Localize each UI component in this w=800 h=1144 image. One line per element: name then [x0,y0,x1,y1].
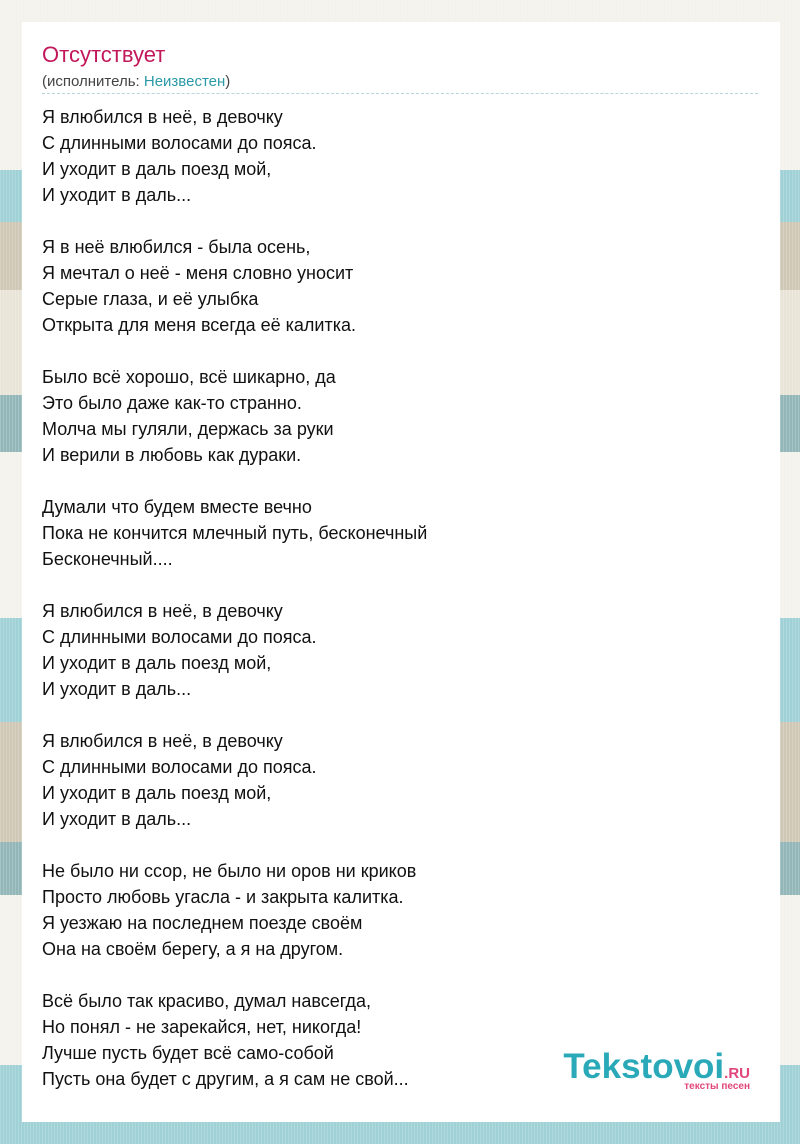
logo-text: Tekstovoi [563,1047,725,1086]
song-title: Отсутствует [42,42,166,67]
lyrics-verse [42,598,742,702]
lyrics-line: Молча мы гуляли, держась за руки [42,419,334,439]
lyrics-line: Я влюбился в неё, в девочку [42,107,283,127]
lyrics-verse [42,728,742,832]
lyrics-verse [42,234,742,338]
lyrics-line: И уходит в даль... [42,809,192,829]
lyrics-sheet [22,22,780,1122]
lyrics-line: Просто любовь угасла - и закрыта калитка. [42,887,404,907]
lyrics-line: Пусть она будет с другим, а я сам не свой... [42,1069,409,1089]
lyrics-line: Я в неё влюбился - была осень, [42,237,311,257]
logo-tagline: тексты песен [684,1081,750,1092]
lyrics-line: Я уезжаю на последнем поезде своём [42,913,363,933]
lyrics-line: И уходит в даль поезд мой, [42,783,272,803]
artist-line [42,73,230,90]
lyrics-line: Я влюбился в неё, в девочку [42,601,283,621]
lyrics-line: Серые глаза, и её улыбка [42,289,259,309]
logo-tld: .RU [724,1065,750,1082]
lyrics-line: Было всё хорошо, всё шикарно, да [42,367,336,387]
lyrics-line: С длинными волосами до пояса. [42,757,317,777]
lyrics-line: Открыта для меня всегда её калитка. [42,315,356,335]
lyrics-line: Она на своём берегу, а я на другом. [42,939,344,959]
lyrics-line: И уходит в даль поезд мой, [42,159,272,179]
lyrics-line: Я мечтал о неё - меня словно уносит [42,263,354,283]
lyrics-line: И уходит в даль поезд мой, [42,653,272,673]
lyrics-line: Это было даже как-то странно. [42,393,302,413]
artist-prefix: (исполнитель: [42,73,144,90]
lyrics-body [42,104,742,1092]
lyrics-line: Пока не кончится млечный путь, бесконечный [42,523,428,543]
lyrics-line: Всё было так красиво, думал навсегда, [42,991,372,1011]
lyrics-line: Но понял - не зарекайся, нет, никогда! [42,1017,362,1037]
title-divider [42,93,758,94]
site-logo[interactable] [563,1049,750,1092]
lyrics-line: С длинными волосами до пояса. [42,133,317,153]
lyrics-line: Лучше пусть будет всё само-собой [42,1043,334,1063]
artist-suffix: ) [225,73,231,90]
lyrics-line: И верили в любовь как дураки. [42,445,302,465]
artist-link[interactable]: Неизвестен [143,73,226,90]
lyrics-line: С длинными волосами до пояса. [42,627,317,647]
lyrics-verse [42,364,742,468]
lyrics-line: Думали что будем вместе вечно [42,497,312,517]
lyrics-verse [42,858,742,962]
lyrics-line: И уходит в даль... [42,679,192,699]
lyrics-verse [42,494,742,572]
lyrics-line: Я влюбился в неё, в девочку [42,731,283,751]
lyrics-line: Не было ни ссор, не было ни оров ни криков [42,861,417,881]
lyrics-verse [42,104,742,208]
lyrics-line: Бесконечный.... [42,549,173,569]
lyrics-line: И уходит в даль... [42,185,192,205]
